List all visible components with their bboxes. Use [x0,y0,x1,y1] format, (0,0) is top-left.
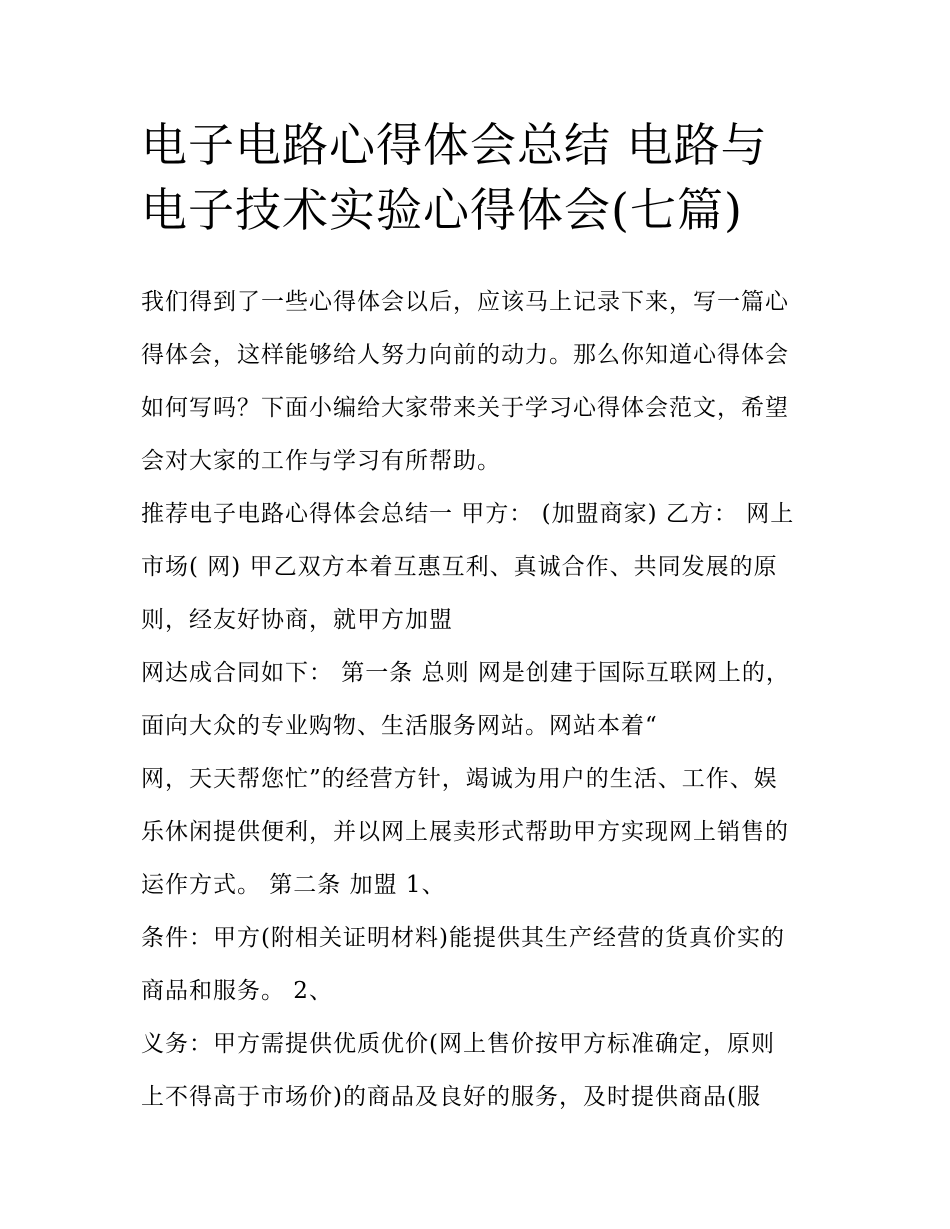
body-line: 推荐电子电路心得体会总结一 甲方： (加盟商家) 乙方： 网上 [141,501,795,527]
body-line: 我们得到了一些心得体会以后，应该马上记录下来，写一篇心 [141,289,789,315]
body-line: 市场( 网) 甲乙双方本着互惠互利、真诚合作、共同发展的原 [141,554,778,580]
body-line: 义务：甲方需提供优质优价(网上售价按甲方标准确定，原则 [141,1031,775,1057]
body-line: 网达成合同如下： 第一条 总则 网是创建于国际互联网上的， [141,660,790,686]
body-line: 则，经友好协商，就甲方加盟 [141,607,453,633]
body-line: 得体会，这样能够给人努力向前的动力。那么你知道心得体会 [141,342,789,368]
body-line: 条件：甲方(附相关证明材料)能提供其生产经营的货真价实的 [141,925,785,951]
body-line: 商品和服务。 2、 [141,978,333,1004]
body-line: 乐休闲提供便利，并以网上展卖形式帮助甲方实现网上销售的 [141,819,789,845]
body-line: 上不得高于市场价)的商品及良好的服务，及时提供商品(服 [141,1084,761,1110]
body-line: 会对大家的工作与学习有所帮助。 [141,448,501,474]
title-line: 电子技术实验心得体会(七篇) [141,183,743,237]
body-line: 运作方式。 第二条 加盟 1、 [141,872,446,898]
body-line: 如何写吗？下面小编给大家带来关于学习心得体会范文，希望 [141,395,789,421]
document-title [141,113,821,243]
title-line: 电子电路心得体会总结 电路与 [141,118,768,172]
document-body [141,276,821,1124]
body-line: 网，天天帮您忙”的经营方针，竭诚为用户的生活、工作、娱 [141,766,778,792]
body-line: 面向大众的专业购物、生活服务网站。网站本着“ [141,713,658,739]
